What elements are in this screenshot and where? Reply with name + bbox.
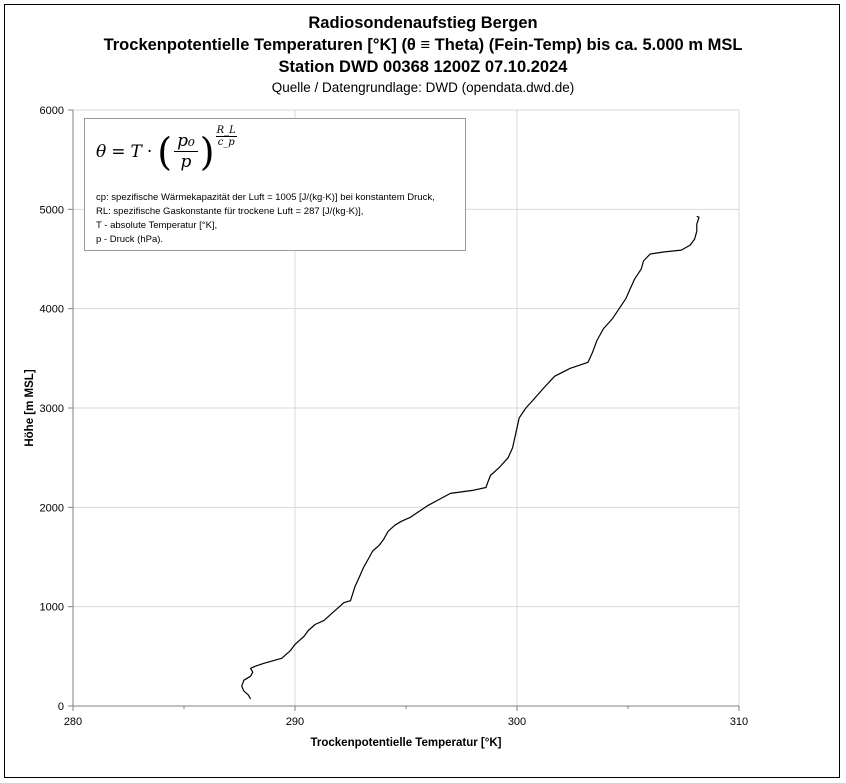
chart-subtitle: Trockenpotentielle Temperaturen [°K] (θ ≡ Theta) (Fein-Temp) bis ca. 5.000 m MSL [103,36,743,54]
formula-T: T [130,141,142,162]
note-line: T - absolute Temperatur [°K], [96,220,218,231]
formula-paren-close: ) [199,129,215,174]
formula-paren-open: ( [157,129,173,174]
y-tick-label: 4000 [39,303,64,316]
note-line: cp: spezifische Wärmekapazität der Luft = 1005 [J/(kg·K)] bei konstantem Druck, [96,192,435,203]
y-tick-label: 1000 [39,601,64,614]
y-tick-label: 0 [57,701,64,713]
formula-p0: p₀ [174,131,198,152]
formula-exp-num: R_L [216,125,236,136]
y-tick-label: 5000 [39,204,64,217]
y-axis-label: Höhe [m MSL] [24,369,36,447]
note-line: p - Druck (hPa). [96,234,164,245]
x-tick-label: 300 [507,716,527,728]
formula-dot: · [146,141,153,162]
series-line [242,216,699,699]
chart-station-line: Station DWD 00368 1200Z 07.10.2024 [278,58,568,76]
formula-equals: = [111,141,126,162]
formula-pressure-ratio [174,131,198,172]
chart-title: Radiosondenaufstieg Bergen [308,14,538,32]
formula-box [84,118,466,251]
x-tick-label: 310 [729,716,749,728]
note-line: RL: spezifische Gaskonstante für trockene Luft = 287 [J/(kg·K)], [96,206,364,217]
y-tick-label: 6000 [39,105,64,117]
x-tick-label: 280 [63,716,83,728]
y-tick-label: 2000 [39,502,64,515]
chart-source: Quelle / Datengrundlage: DWD (opendata.dwd.de) [271,80,575,95]
formula-exponent [216,125,237,148]
x-tick-label: 290 [285,716,305,728]
y-tick-label: 3000 [39,403,64,415]
formula-theta: θ [96,141,107,162]
formula-p: p [180,152,192,172]
formula-notes [96,191,435,247]
formula-exp-den: c_p [217,137,235,148]
x-axis-label: Trockenpotentielle Temperatur [°K] [310,737,502,749]
series-layer [242,216,699,699]
potential-temperature-formula [96,125,237,174]
